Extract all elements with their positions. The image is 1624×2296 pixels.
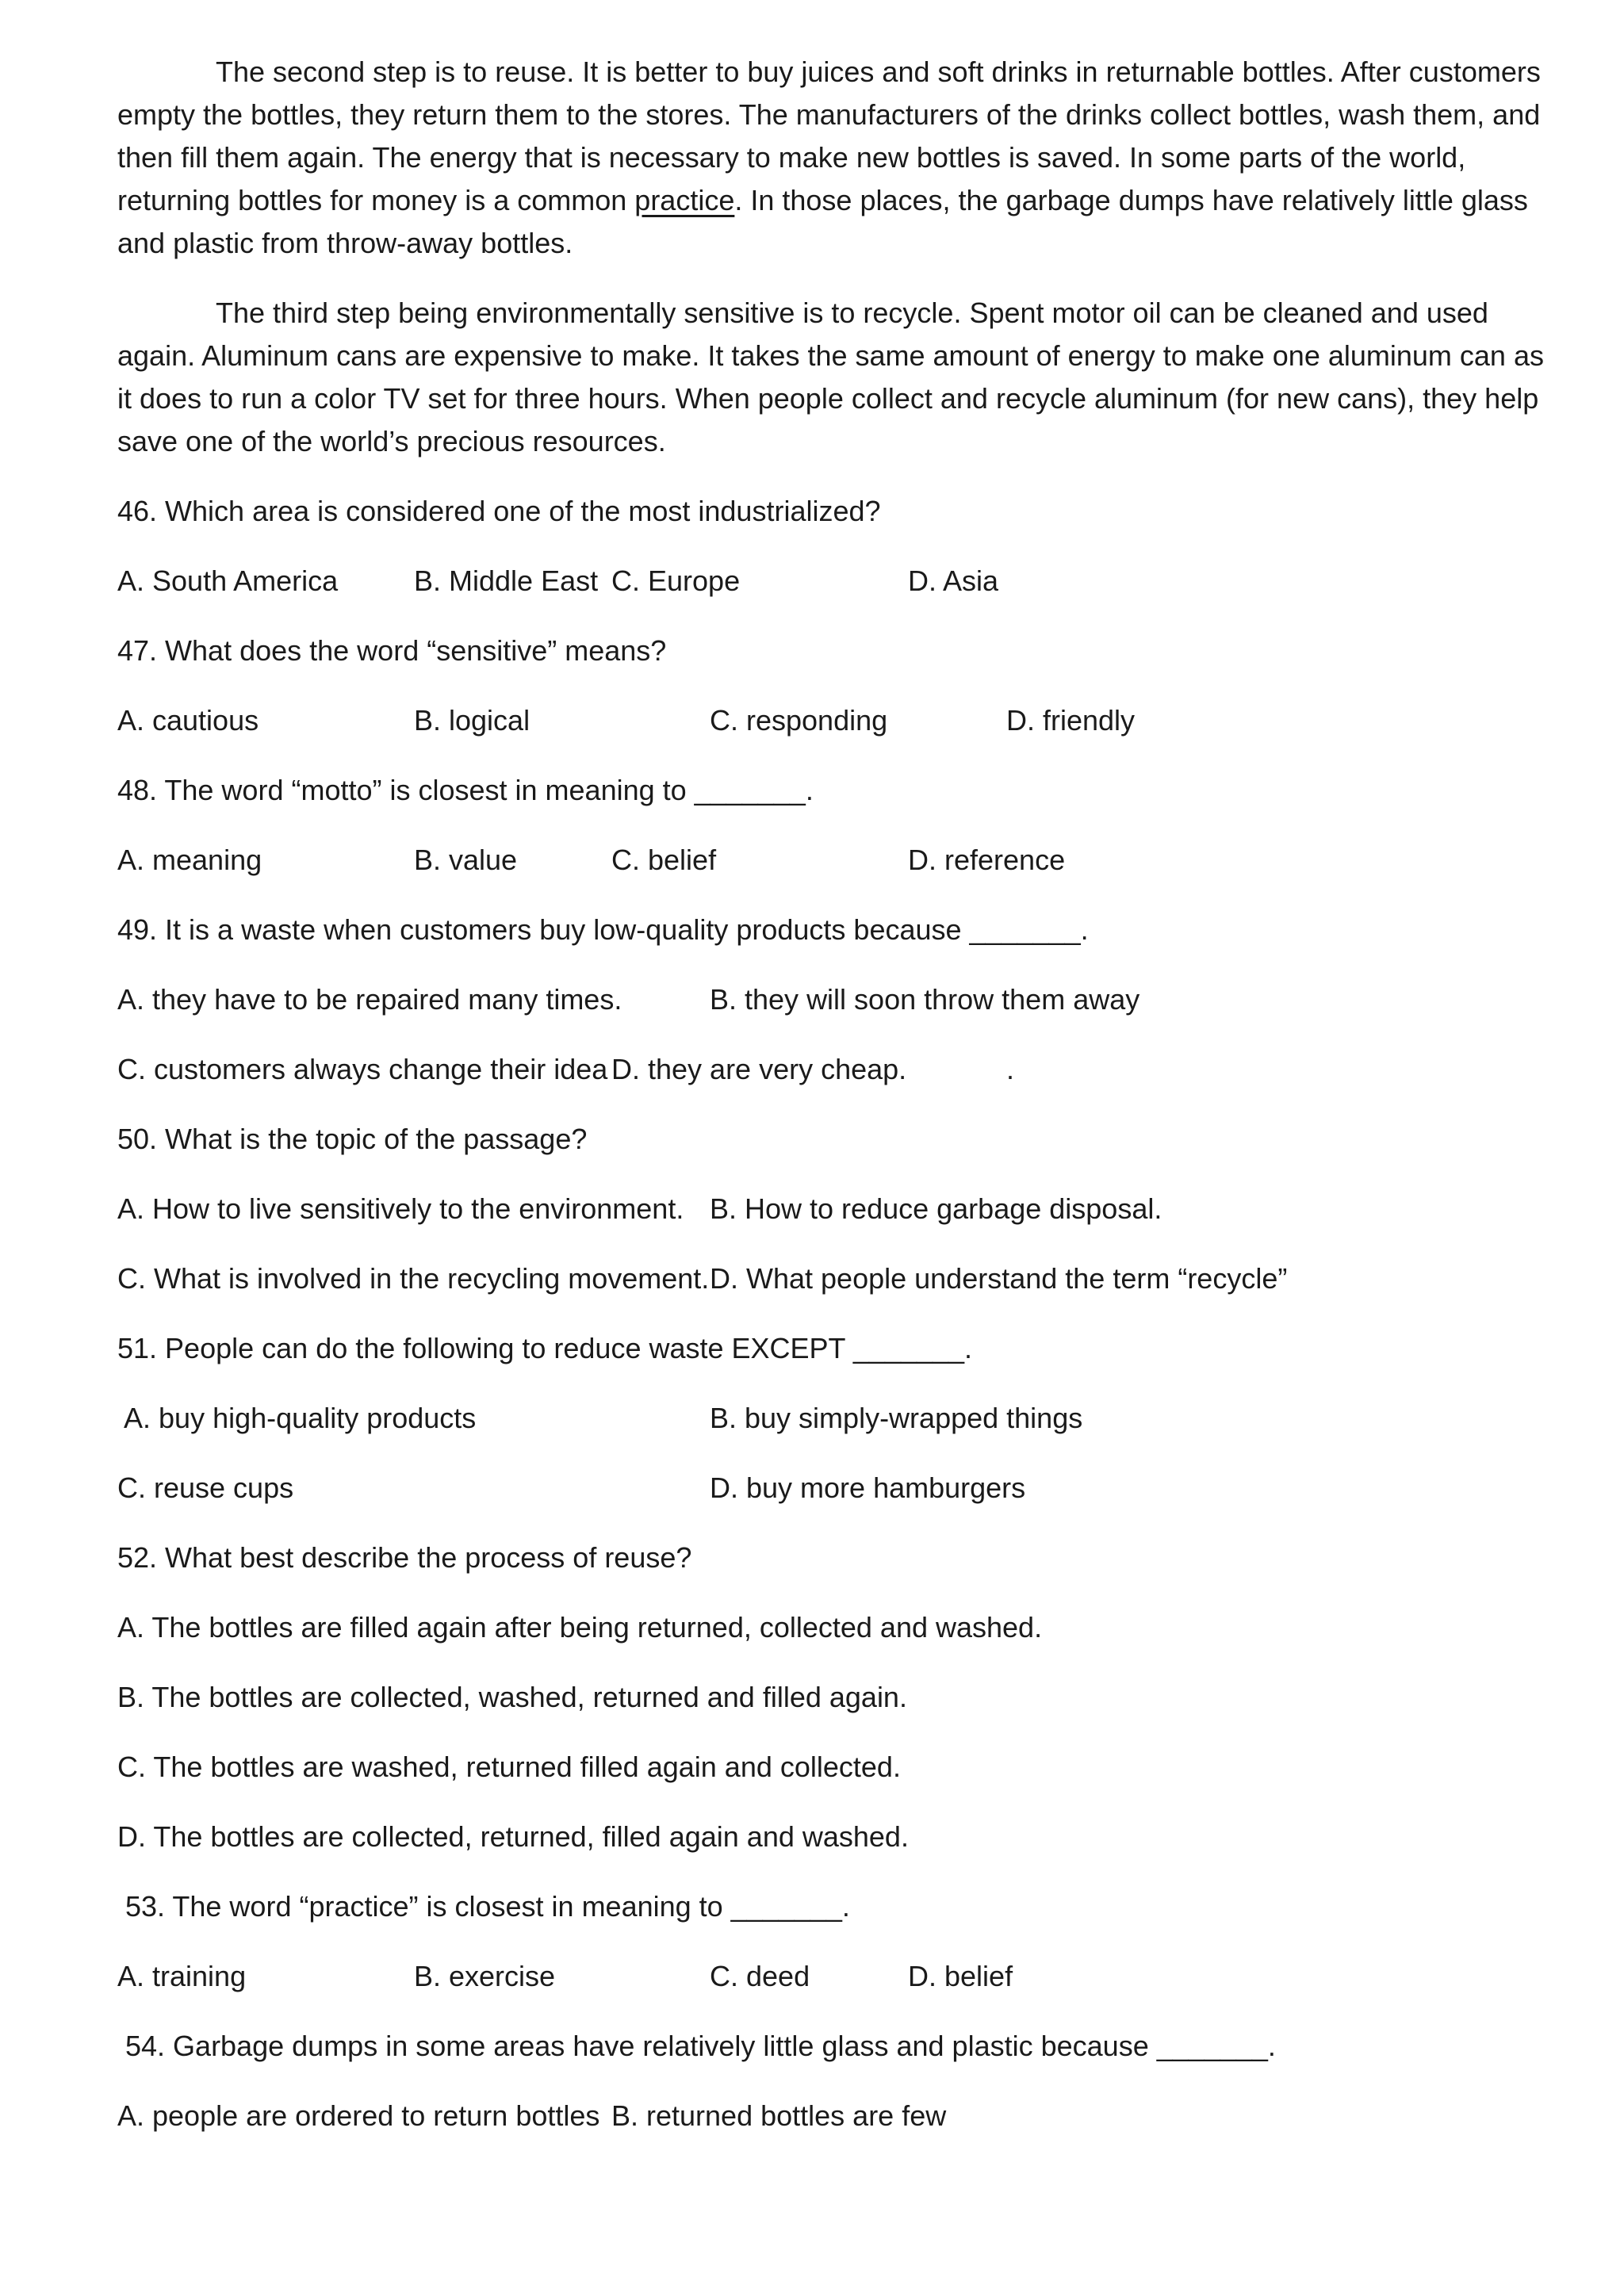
- option-d[interactable]: D. The bottles are collected, returned, filled again and washed.: [117, 1820, 909, 1853]
- option-b[interactable]: B. returned bottles are few: [611, 2099, 947, 2132]
- option-a[interactable]: A. they have to be repaired many times.: [117, 983, 622, 1016]
- options-47: [117, 699, 1545, 742]
- option-c[interactable]: C. Europe: [611, 564, 741, 597]
- option-b[interactable]: B. How to reduce garbage disposal.: [710, 1192, 1162, 1225]
- paragraph-text: . In those places, the garbage dumps have relatively little glass and plastic from throw-away bottles.: [117, 184, 1528, 259]
- question-48: 48. The word “motto” is closest in meaning to _______.: [117, 774, 814, 806]
- option-d[interactable]: D. belief: [908, 1960, 1013, 1992]
- option-c[interactable]: C. deed: [710, 1960, 810, 1992]
- option-c[interactable]: C. What is involved in the recycling movement.: [117, 1262, 710, 1295]
- question-53: 53. The word “practice” is closest in meaning to _______.: [117, 1890, 850, 1923]
- document-page: [117, 51, 1545, 2164]
- option-c[interactable]: C. belief: [611, 844, 717, 876]
- option-d[interactable]: D. friendly: [1006, 704, 1136, 737]
- stray-dot: .: [1006, 1053, 1015, 1085]
- option-a[interactable]: A. How to live sensitively to the environment.: [117, 1192, 684, 1225]
- option-c[interactable]: C. The bottles are washed, returned filled again and collected.: [117, 1751, 901, 1783]
- option-b[interactable]: B. buy simply-wrapped things: [710, 1402, 1083, 1434]
- option-a[interactable]: A. cautious: [117, 704, 259, 737]
- option-d[interactable]: D. What people understand the term “recycle”: [710, 1262, 1288, 1295]
- options-54: [117, 2095, 1545, 2137]
- option-a[interactable]: A. training: [117, 1960, 247, 1992]
- question-47: 47. What does the word “sensitive” means?: [117, 634, 667, 667]
- question-51: 51. People can do the following to reduce waste EXCEPT _______.: [117, 1332, 973, 1364]
- question-50: 50. What is the topic of the passage?: [117, 1123, 588, 1155]
- options-51-row1: [117, 1397, 1545, 1440]
- option-a[interactable]: A. South America: [117, 564, 339, 597]
- passage-paragraph-reuse: [117, 51, 1545, 265]
- option-c[interactable]: C. responding: [710, 704, 888, 737]
- option-c[interactable]: C. customers always change their idea: [117, 1053, 608, 1085]
- option-d[interactable]: D. reference: [908, 844, 1066, 876]
- option-d[interactable]: D. buy more hamburgers: [710, 1471, 1026, 1504]
- options-49-row1: [117, 978, 1545, 1021]
- option-b[interactable]: B. The bottles are collected, washed, returned and filled again.: [117, 1681, 907, 1713]
- question-54: 54. Garbage dumps in some areas have relatively little glass and plastic because _______.: [117, 2030, 1276, 2062]
- option-b[interactable]: B. exercise: [414, 1960, 556, 1992]
- paragraph-text: The second step is to reuse. It is better to buy juices and soft drinks in returnable bottles. After customers empty the bottles, they return them to the stores. The manufacturers of the drinks collect bottles, wash them, and then fill them again. The energy that is necessary to make new bottles is saved. In some parts of the world, returning bottles for money is a common: [117, 55, 1541, 216]
- option-d[interactable]: D. Asia: [908, 564, 999, 597]
- options-53: [117, 1955, 1545, 1998]
- options-46: [117, 560, 1545, 603]
- options-51-row2: [117, 1467, 1545, 1510]
- options-48: [117, 839, 1545, 882]
- passage-paragraph-recycle: The third step being environmentally sensitive is to recycle. Spent motor oil can be cleaned and used again. Aluminum cans are expensive to make. It takes the same amount of energy to make one aluminum can as it does to run a color TV set for three hours. When people collect and recycle aluminum (for new cans), they help save one of the world’s precious resources.: [117, 297, 1544, 457]
- option-a[interactable]: A. people are ordered to return bottles: [117, 2099, 600, 2132]
- option-b[interactable]: B. Middle East: [414, 564, 599, 597]
- question-46: 46. Which area is considered one of the most industrialized?: [117, 495, 881, 527]
- underlined-word: practice: [634, 184, 735, 216]
- option-a[interactable]: A. buy high-quality products: [117, 1402, 477, 1434]
- options-50-row1: [117, 1188, 1545, 1230]
- options-50-row2: [117, 1257, 1545, 1300]
- option-b[interactable]: B. value: [414, 844, 518, 876]
- option-c[interactable]: C. reuse cups: [117, 1471, 294, 1504]
- question-52: 52. What best describe the process of reuse?: [117, 1541, 692, 1574]
- option-a[interactable]: A. meaning: [117, 844, 262, 876]
- option-b[interactable]: B. they will soon throw them away: [710, 983, 1140, 1016]
- question-49: 49. It is a waste when customers buy low-quality products because _______.: [117, 913, 1089, 946]
- option-a[interactable]: A. The bottles are filled again after being returned, collected and washed.: [117, 1611, 1043, 1644]
- option-b[interactable]: B. logical: [414, 704, 530, 737]
- option-d[interactable]: D. they are very cheap.: [611, 1053, 907, 1085]
- options-49-row2: [117, 1048, 1545, 1091]
